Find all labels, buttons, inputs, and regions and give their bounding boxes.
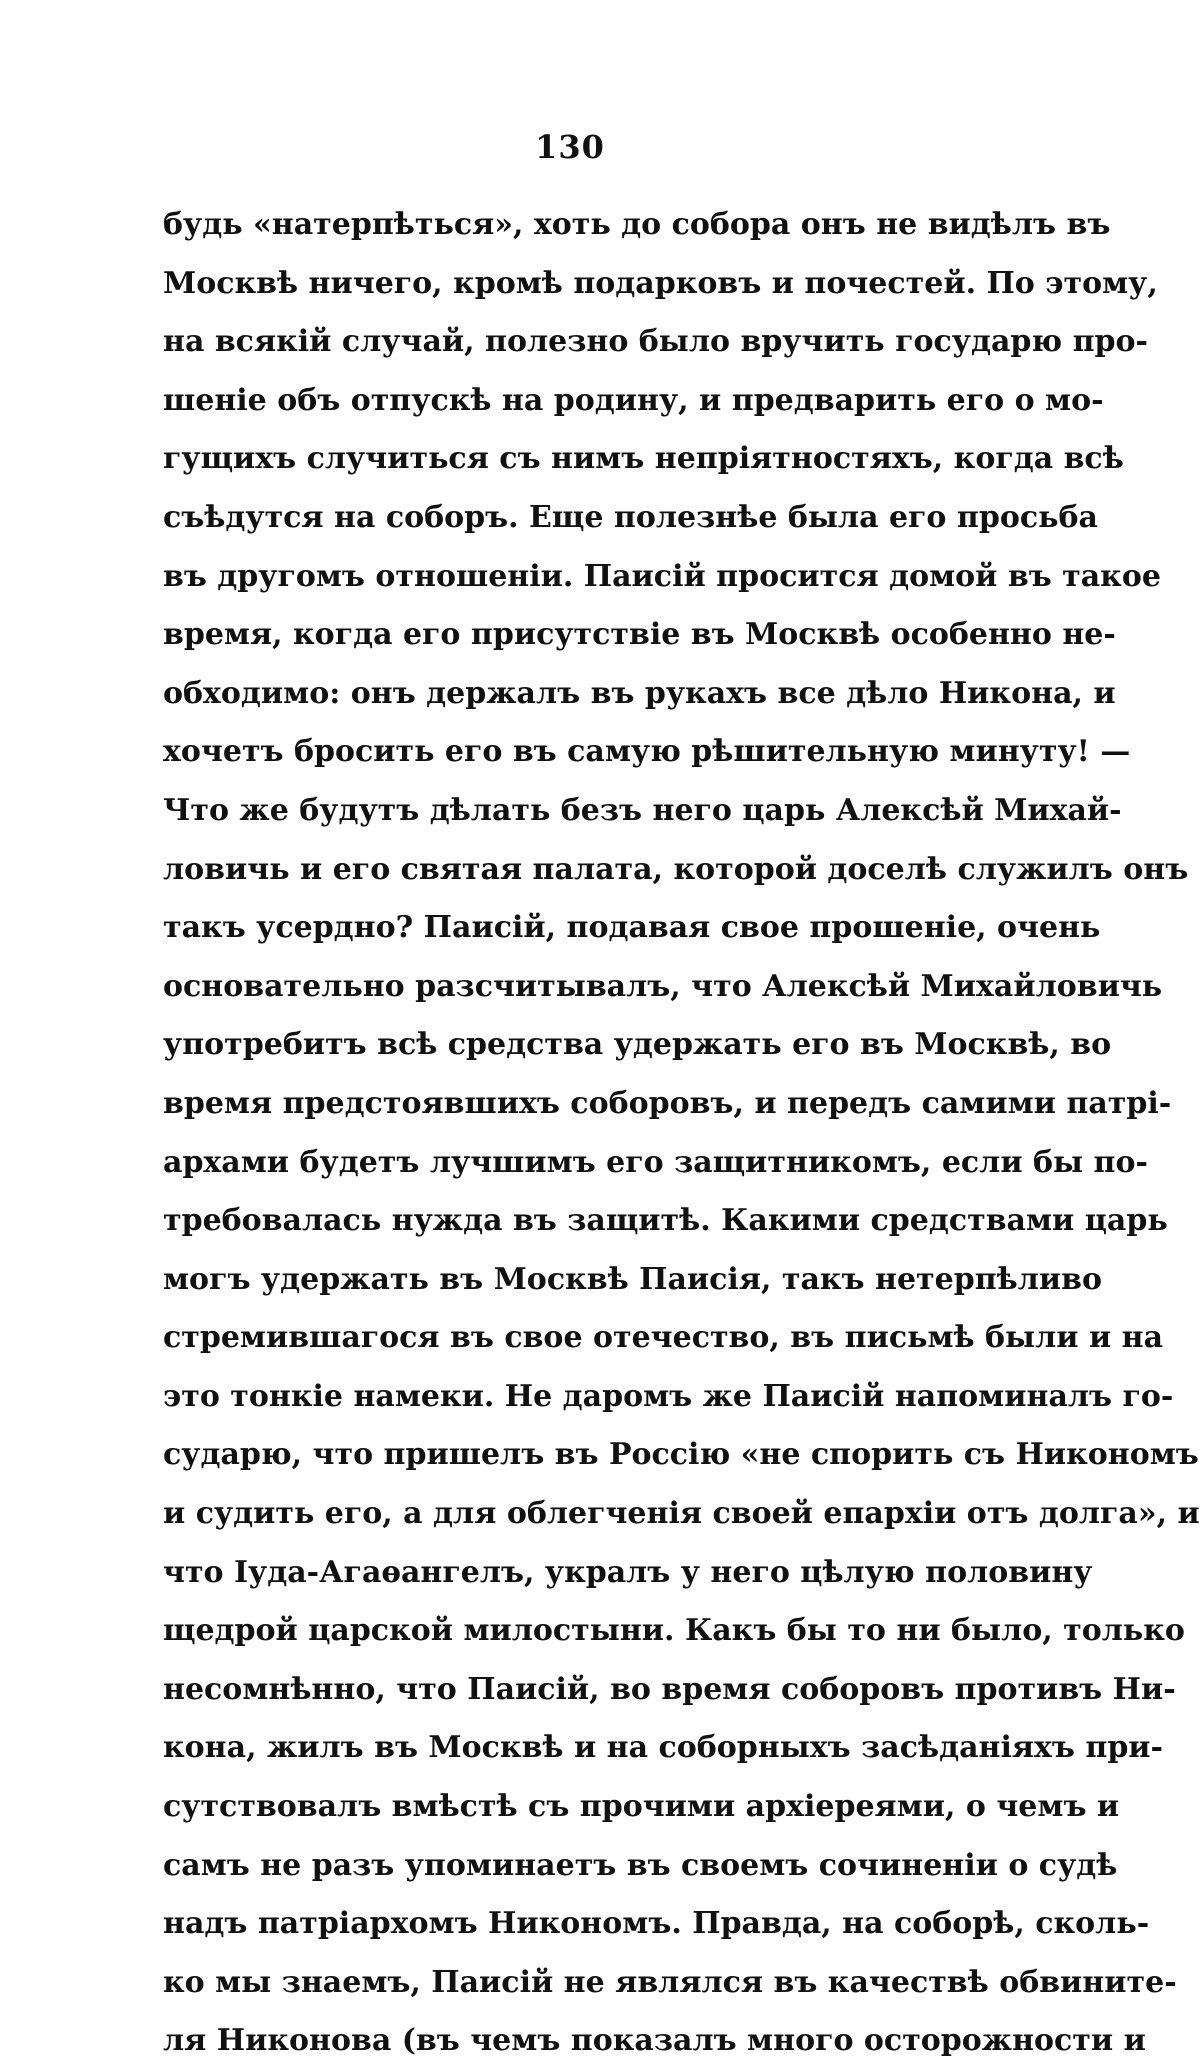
text-line: что Іуда-Агаѳангелъ, укралъ у него цѣлую половину [163, 1554, 1093, 1590]
text-line: сутствовалъ вмѣстѣ съ прочими архіереями, о чемъ и [163, 1789, 1120, 1825]
text-line: шеніе объ отпускѣ на родину, и предварить его о мо- [163, 382, 1104, 418]
text-line: ля Никонова (въ чемъ показалъ много осторожности и [163, 2023, 1146, 2059]
text-line: несомнѣнно, что Паисій, во время соборовъ противъ Ни- [163, 1671, 1176, 1707]
text-line: ко мы знаемъ, Паисій не являлся въ качествѣ обвините- [163, 1964, 1177, 2000]
text-line: на всякій случай, полезно было вручить государю про- [163, 324, 1148, 360]
text-line: надъ патріархомъ Никономъ. Правда, на соборѣ, сколь- [163, 1906, 1150, 1942]
body-text [163, 196, 1200, 2071]
text-line: сударю, что пришелъ въ Россію «не спорить съ Никономъ [163, 1437, 1199, 1473]
text-line: стремившагося въ свое отечество, въ письмѣ были и на [163, 1320, 1164, 1356]
text-line: хочетъ бросить его въ самую рѣшительную минуту! — [163, 734, 1131, 770]
text-line: это тонкіе намеки. Не даромъ же Паисій напоминалъ го- [163, 1378, 1174, 1414]
text-line: въ другомъ отношеніи. Паисій просится домой въ такое [163, 558, 1161, 594]
text-line: будь «натерпѣться», хоть до собора онъ не видѣлъ въ [163, 207, 1111, 242]
text-line: Москвѣ ничего, кромѣ подарковъ и почестей. По этому, [163, 265, 1158, 301]
text-line: гущихъ случиться съ нимъ непріятностяхъ, когда всѣ [163, 441, 1124, 477]
text-line: обходимо: онъ держалъ въ рукахъ все дѣло Никона, и [163, 675, 1116, 711]
text-line: употребитъ всѣ средства удержать его въ Москвѣ, во [163, 1027, 1112, 1063]
text-line: требовалась нужда въ защитѣ. Какими средствами царь [163, 1203, 1168, 1239]
text-line: щедрой царской милостыни. Какъ бы то ни было, только [163, 1613, 1185, 1649]
text-line: съѣдутся на соборъ. Еще полезнѣе была его просьба [163, 499, 1098, 535]
text-line: время, когда его присутствіе въ Москвѣ особенно не- [163, 617, 1116, 653]
text-line: самъ не разъ упоминаетъ въ своемъ сочиненіи о судѣ [163, 1847, 1118, 1883]
text-line: архами будетъ лучшимъ его защитникомъ, если бы по- [163, 1144, 1148, 1180]
text-line: время предстоявшихъ соборовъ, и передъ самими патрі- [163, 1085, 1172, 1121]
text-line: ловичь и его святая палата, которой доселѣ служилъ онъ [163, 851, 1189, 887]
text-line: могъ удержать въ Москвѣ Паисія, такъ нетерпѣливо [163, 1261, 1103, 1297]
text-line: основательно разсчитывалъ, что Алексѣй Михайловичь [163, 968, 1163, 1004]
text-line: такъ усердно? Паисій, подавая свое прошеніе, очень [163, 910, 1101, 946]
text-line: Что же будутъ дѣлать безъ него царь Алексѣй Михай- [163, 792, 1122, 828]
page-number: 130 [535, 128, 605, 166]
text-line: кона, жилъ въ Москвѣ и на соборныхъ засѣданіяхъ при- [163, 1730, 1164, 1766]
text-line: и судить его, а для облегченія своей епархіи отъ долга», и [163, 1496, 1200, 1532]
